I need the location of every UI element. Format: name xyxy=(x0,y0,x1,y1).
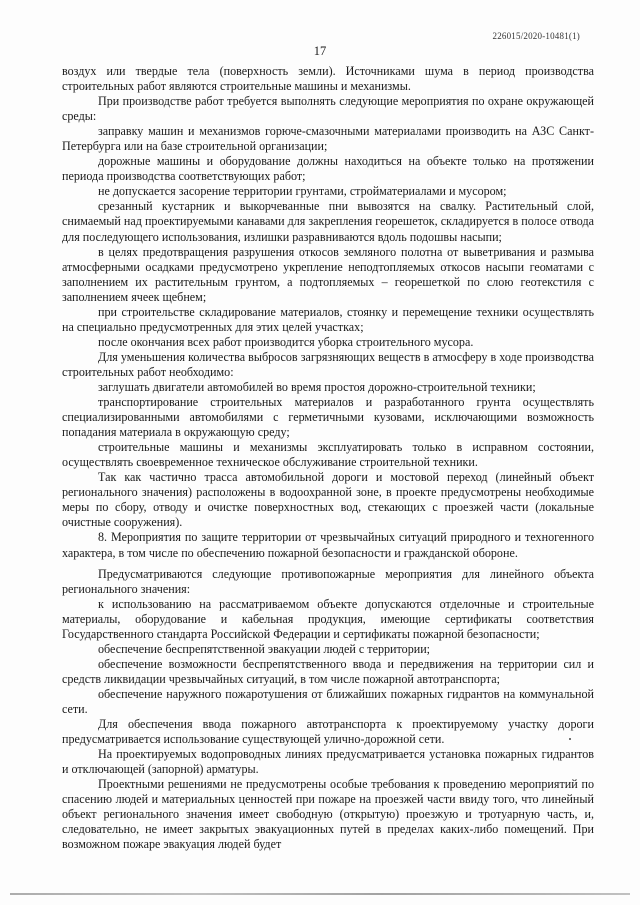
paragraph: Для уменьшения количества выбросов загрязняющих веществ в атмосферу в ходе производства строительных работ необходимо: xyxy=(62,349,594,379)
list-item: строительные машины и механизмы эксплуатировать только в исправном состоянии, осуществлять своевременное техническое обслуживание строительной техники. xyxy=(62,440,594,470)
list-item: при строительстве складирование материалов, стоянку и перемещение техники осуществлять на специально предусмотренных для этих целей участках; xyxy=(62,304,594,334)
list-item: срезанный кустарник и выкорчеванные пни вывозятся на свалку. Растительный слой, снимаемый над проектируемыми канавами для закрепления георешеток, складируется в полосе отвода для последующего использования, излишки разравниваются вдоль подошвы насыпи; xyxy=(62,199,594,244)
list-item: не допускается засорение территории грунтами, стройматериалами и мусором; xyxy=(98,184,507,199)
paragraph: воздух или твердые тела (поверхность земли). Источниками шума в период производства строительных работ являются строительные машины и механизмы. xyxy=(62,64,594,94)
paragraph: Так как частично трасса автомобильной дороги и мостовой переход (линейный объект регионального значения) расположены в водоохранной зоне, в проекте предусмотрены необходимые меры по сбору, отводу и очистке поверхностных вод, стекающих с проезжей части (локальные очистные сооружения). xyxy=(62,470,594,530)
document-number: 226015/2020-10481(1) xyxy=(492,31,580,41)
list-item: транспортирование строительных материалов и разработанного грунта осуществлять специализированными автомобилями с герметичными кузовами, исключающими возможность попадания материала в окружающую среду; xyxy=(62,395,594,440)
paragraph: Для обеспечения ввода пожарного автотранспорта к проектируемому участку дороги предусматривается использование существующей улично-дорожной сети. xyxy=(62,717,594,747)
list-item: обеспечение возможности беспрепятственного ввода и передвижения на территории сил и средств ликвидации чрезвычайных ситуаций, в том числе пожарной автотранспорта; xyxy=(62,656,594,686)
paragraph: Проектными решениями не предусмотрены особые требования к проведению мероприятий по спасению людей и материальных ценностей при пожаре на проезжей части ввиду того, что линейный объект регионального значения имеет свободную (открытую) проезжую и тротуарную часть, и, следовательно, не имеет закрытых эвакуационных путей в пределах каких-либо помещений. При возможном пожаре эвакуация людей будет xyxy=(62,777,594,852)
section-heading: 8. Мероприятия по защите территории от чрезвычайных ситуаций природного и техногенного характера, в том числе по обеспечению пожарной безопасности и гражданской обороне. xyxy=(62,530,594,560)
scan-speck xyxy=(569,738,571,740)
document-body xyxy=(62,64,594,852)
list-item: обеспечение беспрепятственной эвакуации людей с территории; xyxy=(98,641,431,656)
list-item: после окончания всех работ производится уборка строительного мусора. xyxy=(98,334,474,349)
scan-edge-line xyxy=(10,893,630,895)
paragraph: Предусматриваются следующие противопожарные мероприятия для линейного объекта регионального значения: xyxy=(62,566,594,596)
list-item: заправку машин и механизмов горюче-смазочными материалами производить на АЗС Санкт-Петербурга или на базе строительной организации; xyxy=(62,124,594,154)
paragraph: При производстве работ требуется выполнять следующие мероприятия по охране окружающей среды: xyxy=(62,94,594,124)
list-item: обеспечение наружного пожаротушения от ближайших пожарных гидрантов на коммунальной сети. xyxy=(62,686,594,716)
list-item: дорожные машины и оборудование должны находиться на объекте только на протяжении периода производства соответствующих работ; xyxy=(62,154,594,184)
list-item: заглушать двигатели автомобилей во время простоя дорожно-строительной техники; xyxy=(98,379,536,394)
list-item: в целях предотвращения разрушения откосов земляного полотна от выветривания и размыва атмосферными осадками предусмотрено укрепление неподтопляемых откосов насыпи геоматами с заполнением их растительным грунтом, а подтопляемых – георешеткой по слою геотекстиля с заполнением ячеек щебнем; xyxy=(62,244,594,304)
paragraph: На проектируемых водопроводных линиях предусматривается установка пожарных гидрантов и отключающей (запорной) арматуры. xyxy=(62,747,594,777)
page-number: 17 xyxy=(313,44,327,58)
list-item: к использованию на рассматриваемом объекте допускаются отделочные и строительные материалы, оборудование и кабельная продукция, имеющие сертификаты соответствия Государственного стандарта Российской Федерации и сертификаты пожарной безопасности; xyxy=(62,596,594,641)
